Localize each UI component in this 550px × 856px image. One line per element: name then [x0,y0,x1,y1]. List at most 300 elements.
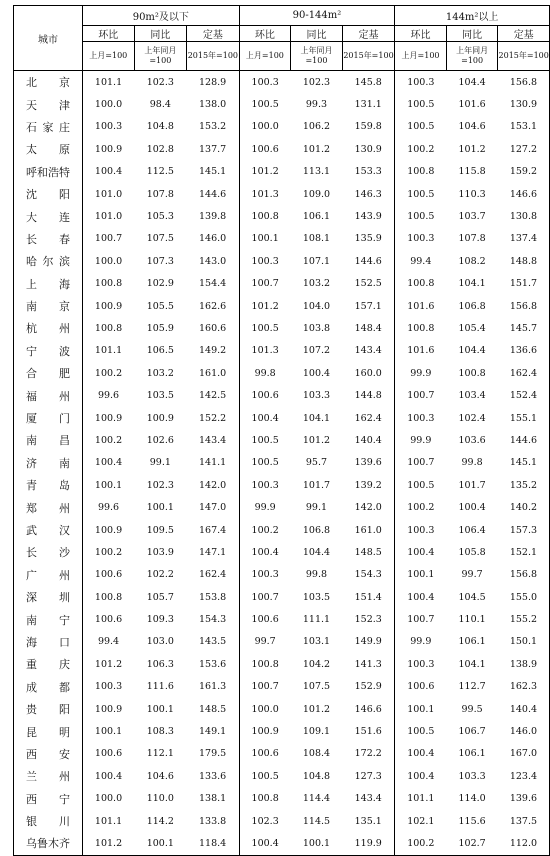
index-value: 100.9 [94,412,123,424]
city-name: 杭州 [26,322,70,336]
index-value: 128.9 [187,71,240,94]
index-value: 100.6 [251,748,279,760]
index-value: 104.5 [458,591,486,603]
index-value: 143.4 [342,340,395,362]
index-value: 148.5 [187,698,240,720]
index-value: 135.9 [342,228,395,250]
index-value: 100.7 [407,614,435,626]
index-value: 138.1 [187,788,240,810]
index-value: 102.2 [146,569,174,581]
index-value: 103.2 [146,367,174,379]
index-value: 142.5 [187,384,240,406]
index-value: 100.5 [407,726,435,738]
index-value: 100.0 [251,121,279,133]
index-value: 103.3 [458,770,486,782]
index-value: 156.8 [498,295,550,317]
index-value: 103.3 [302,390,331,402]
index-value: 100.6 [251,390,279,402]
index-value: 100.0 [251,703,279,715]
index-value: 179.5 [187,743,240,765]
index-value: 100.9 [146,412,174,424]
city-name: 海口 [26,635,70,649]
city-name: 广州 [26,568,70,582]
index-value: 110.3 [458,188,486,200]
index-value: 156.8 [498,71,550,94]
index-value: 108.3 [146,726,174,738]
city-name: 昆明 [26,725,70,739]
index-value: 161.0 [342,519,395,541]
table-row [14,452,550,474]
index-value: 167.0 [498,743,550,765]
index-value: 153.1 [498,116,550,138]
table-row [14,720,550,742]
index-value: 151.7 [498,273,550,295]
index-value: 103.5 [146,390,174,402]
city-name: 兰州 [26,770,70,784]
base-header-yoy: 上年同月=100 [446,42,498,71]
index-value: 111.1 [302,614,331,626]
index-value: 101.7 [302,479,331,491]
index-value: 135.2 [498,474,550,496]
index-value: 161.0 [187,362,240,384]
table-row [14,340,550,362]
index-value: 119.9 [342,832,395,855]
index-value: 107.2 [302,345,331,357]
index-value: 100.3 [407,412,435,424]
index-value: 112.0 [498,832,550,855]
table-row [14,250,550,272]
index-value: 101.2 [251,166,279,178]
index-value: 109.3 [146,614,174,626]
index-value: 140.4 [342,429,395,451]
index-value: 149.9 [342,631,395,653]
table-row [14,273,550,295]
table-row [14,228,550,250]
index-value: 162.3 [498,676,550,698]
index-value: 100.8 [458,367,486,379]
index-value: 127.2 [498,138,550,160]
index-value: 100.9 [94,703,123,715]
table-row [14,71,550,94]
index-value: 135.1 [342,810,395,832]
index-value: 101.1 [94,76,123,88]
city-name: 北京 [26,76,70,90]
index-value: 100.5 [407,99,435,111]
city-name: 南昌 [26,434,70,448]
index-value: 101.6 [407,300,435,312]
index-value: 146.3 [342,183,395,205]
index-value: 144.6 [342,250,395,272]
index-value: 140.4 [498,698,550,720]
table-row [14,832,550,855]
index-value: 152.9 [342,676,395,698]
table-row [14,676,550,698]
index-value: 100.6 [251,614,279,626]
index-value: 139.6 [342,452,395,474]
index-value: 99.9 [410,636,432,648]
index-value: 99.6 [97,390,120,402]
index-value: 107.8 [146,188,174,200]
city-name: 银川 [26,815,70,829]
city-name: 西安 [26,747,70,761]
city-name: 上海 [26,277,70,291]
index-value: 104.0 [302,300,331,312]
index-value: 104.1 [458,278,486,290]
index-value: 100.7 [251,591,279,603]
index-value: 155.0 [498,586,550,608]
index-value: 100.4 [94,166,123,178]
table-row [14,161,550,183]
index-value: 100.5 [407,479,435,491]
index-value: 136.6 [498,340,550,362]
index-value: 100.2 [94,367,123,379]
index-value: 103.4 [458,390,486,402]
index-value: 100.4 [407,770,435,782]
city-name: 贵阳 [26,703,70,717]
index-value: 103.2 [302,278,331,290]
index-value: 137.5 [498,810,550,832]
index-value: 151.6 [342,720,395,742]
table-row [14,765,550,787]
index-value: 159.2 [498,161,550,183]
city-name: 青岛 [26,479,70,493]
index-value: 102.7 [446,832,498,855]
index-value: 100.0 [94,99,123,111]
index-value: 103.6 [458,434,486,446]
base-header-mom: 上月=100 [395,42,447,71]
index-value: 100.6 [94,569,123,581]
index-value: 99.7 [254,636,276,648]
base-header-fixed-base: 2015年=100 [498,42,550,71]
index-value: 100.1 [134,832,187,855]
metric-header-mom: 环比 [83,26,135,42]
city-name: 济南 [26,456,70,470]
index-value: 100.5 [251,457,279,469]
index-value: 100.4 [251,546,279,558]
index-value: 101.2 [251,300,279,312]
city-name: 郑州 [26,501,70,515]
index-value: 137.7 [187,138,240,160]
index-value: 100.6 [94,614,123,626]
metric-header-mom: 环比 [395,26,447,42]
city-column-header: 城市 [14,6,83,71]
index-value: 148.5 [342,541,395,563]
index-value: 115.6 [458,815,486,827]
index-value: 101.3 [251,345,279,357]
metric-header-fixed-base: 定基 [342,26,395,42]
index-value: 149.2 [187,340,240,362]
index-value: 147.0 [187,496,240,518]
city-name: 哈尔滨 [26,255,70,269]
index-value: 101.0 [94,211,123,223]
index-value: 99.8 [461,457,483,469]
index-value: 155.2 [498,608,550,630]
price-index-table-container [13,5,550,856]
index-value: 142.0 [187,474,240,496]
index-value: 100.8 [251,658,279,670]
index-value: 144.6 [498,429,550,451]
index-value: 100.9 [94,300,123,312]
index-value: 100.7 [407,390,435,402]
index-value: 100.8 [251,793,279,805]
index-value: 148.4 [342,317,395,339]
index-value: 107.8 [458,233,486,245]
index-value: 100.3 [251,255,279,267]
index-value: 138.9 [498,653,550,675]
base-header-yoy: 上年同月=100 [291,42,343,71]
index-value: 104.8 [146,121,174,133]
index-value: 100.4 [94,457,123,469]
index-value: 145.7 [498,317,550,339]
index-value: 108.1 [302,233,331,245]
index-value: 110.0 [146,793,174,805]
index-value: 162.6 [187,295,240,317]
index-value: 103.5 [302,591,331,603]
index-value: 141.3 [342,653,395,675]
index-value: 99.3 [305,99,328,111]
index-value: 101.3 [251,188,279,200]
index-value: 167.4 [187,519,240,541]
index-value: 107.5 [302,681,331,693]
index-value: 146.6 [342,698,395,720]
index-value: 100.4 [407,546,435,558]
index-value: 114.4 [302,793,331,805]
index-value: 150.1 [498,631,550,653]
index-value: 100.0 [94,255,123,267]
index-value: 104.6 [146,770,174,782]
index-value: 111.6 [146,681,174,693]
index-value: 100.1 [146,502,174,514]
index-value: 146.6 [498,183,550,205]
index-value: 162.4 [342,407,395,429]
index-value: 99.9 [410,367,432,379]
index-value: 104.6 [458,121,486,133]
index-value: 145.1 [187,161,240,183]
index-value: 105.8 [458,546,486,558]
index-value: 144.6 [187,183,240,205]
index-value: 101.2 [302,703,331,715]
table-row [14,810,550,832]
index-value: 127.3 [342,765,395,787]
index-value: 146.0 [187,228,240,250]
index-value: 157.1 [342,295,395,317]
index-value: 102.3 [302,76,331,88]
metric-header-fixed-base: 定基 [187,26,240,42]
index-value: 113.1 [302,166,331,178]
index-value: 102.6 [146,434,174,446]
base-header-mom: 上月=100 [83,42,135,71]
index-value: 99.7 [461,569,483,581]
index-value: 100.2 [251,524,279,536]
city-name: 南京 [26,300,70,314]
table-row [14,205,550,227]
index-value: 99.8 [254,367,276,379]
city-name: 合肥 [26,367,70,381]
index-value: 102.9 [146,278,174,290]
index-value: 101.1 [94,815,123,827]
index-value: 153.2 [187,116,240,138]
group-header-large: 144m²以上 [395,6,550,26]
index-value: 152.3 [342,608,395,630]
index-value: 99.9 [254,502,276,514]
index-value: 101.2 [302,434,331,446]
index-value: 99.4 [410,255,432,267]
index-value: 100.3 [251,76,279,88]
index-value: 106.7 [458,726,486,738]
index-value: 100.0 [94,793,123,805]
table-row [14,407,550,429]
index-value: 100.3 [251,569,279,581]
index-value: 103.9 [146,546,174,558]
index-value: 138.0 [187,93,240,115]
index-value: 100.1 [94,479,123,491]
index-value: 100.7 [251,681,279,693]
index-value: 156.8 [498,564,550,586]
table-row [14,653,550,675]
city-name: 长春 [26,232,70,246]
index-value: 102.3 [146,479,174,491]
index-value: 148.8 [498,250,550,272]
index-value: 100.3 [251,479,279,491]
index-value: 99.1 [305,502,328,514]
base-header-fixed-base: 2015年=100 [342,42,395,71]
index-value: 104.2 [302,658,331,670]
index-value: 100.8 [94,322,123,334]
table-row [14,541,550,563]
city-name: 成都 [26,680,70,694]
base-header-fixed-base: 2015年=100 [187,42,240,71]
index-value: 102.3 [146,76,174,88]
price-index-table [13,5,550,856]
index-value: 139.2 [342,474,395,496]
index-value: 100.2 [395,832,447,855]
index-value: 99.5 [461,703,483,715]
index-value: 100.1 [407,569,435,581]
index-value: 157.3 [498,519,550,541]
table-row [14,698,550,720]
metric-header-yoy: 同比 [446,26,498,42]
index-value: 100.3 [407,524,435,536]
index-value: 153.6 [187,653,240,675]
index-value: 105.3 [146,211,174,223]
metric-header-fixed-base: 定基 [498,26,550,42]
table-row [14,317,550,339]
index-value: 99.8 [305,569,328,581]
group-header-medium: 90-144m² [239,6,395,26]
base-header-yoy: 上年同月=100 [134,42,187,71]
index-value: 104.1 [302,412,331,424]
index-value: 99.9 [410,434,432,446]
index-value: 105.7 [146,591,174,603]
base-header-mom: 上月=100 [239,42,291,71]
index-value: 114.5 [302,815,331,827]
table-row [14,564,550,586]
city-name: 石家庄 [26,120,70,134]
index-value: 101.1 [407,793,435,805]
index-value: 100.5 [251,322,279,334]
index-value: 100.2 [407,143,435,155]
index-value: 145.8 [342,71,395,94]
city-name: 沈阳 [26,188,70,202]
table-row [14,116,550,138]
index-value: 104.1 [458,658,486,670]
index-value: 101.2 [302,143,331,155]
index-value: 160.0 [342,362,395,384]
index-value: 101.6 [458,99,486,111]
index-value: 106.5 [146,345,174,357]
index-value: 107.3 [146,255,174,267]
index-value: 98.4 [149,99,171,111]
index-value: 100.2 [407,502,435,514]
index-value: 100.4 [239,832,291,855]
index-value: 106.8 [302,524,331,536]
index-value: 106.8 [458,300,486,312]
index-value: 100.5 [251,770,279,782]
index-value: 115.8 [458,166,486,178]
index-value: 106.4 [458,524,486,536]
index-value: 152.2 [187,407,240,429]
table-row [14,93,550,115]
index-value: 100.4 [458,502,486,514]
index-value: 100.5 [407,121,435,133]
index-value: 144.8 [342,384,395,406]
index-value: 149.1 [187,720,240,742]
table-row [14,608,550,630]
index-value: 109.5 [146,524,174,536]
city-name: 福州 [26,389,70,403]
index-value: 172.2 [342,743,395,765]
index-value: 100.4 [407,748,435,760]
index-value: 100.7 [407,457,435,469]
city-name: 呼和浩特 [26,165,70,179]
table-row [14,586,550,608]
city-name: 长沙 [26,546,70,560]
index-value: 155.1 [498,407,550,429]
index-value: 160.6 [187,317,240,339]
index-value: 146.0 [498,720,550,742]
table-row [14,138,550,160]
index-value: 162.4 [187,564,240,586]
index-value: 104.4 [302,546,331,558]
city-name: 天津 [26,98,70,112]
index-value: 130.9 [342,138,395,160]
index-value: 130.8 [498,205,550,227]
index-value: 100.6 [251,143,279,155]
index-value: 123.4 [498,765,550,787]
index-value: 139.8 [187,205,240,227]
table-row [14,519,550,541]
city-name: 重庆 [26,658,70,672]
index-value: 99.6 [97,502,120,514]
index-value: 105.9 [146,322,174,334]
index-value: 100.2 [94,434,123,446]
index-value: 101.2 [458,143,486,155]
index-value: 152.1 [498,541,550,563]
index-value: 159.8 [342,116,395,138]
index-value: 109.1 [302,726,331,738]
index-value: 100.1 [94,726,123,738]
index-value: 100.4 [94,770,123,782]
table-row [14,429,550,451]
metric-header-yoy: 同比 [291,26,343,42]
index-value: 100.6 [407,681,435,693]
city-name: 武汉 [26,524,70,537]
index-value: 100.1 [146,703,174,715]
index-value: 100.3 [407,658,435,670]
index-value: 118.4 [187,832,240,855]
table-row [14,496,550,518]
index-value: 100.8 [407,322,435,334]
